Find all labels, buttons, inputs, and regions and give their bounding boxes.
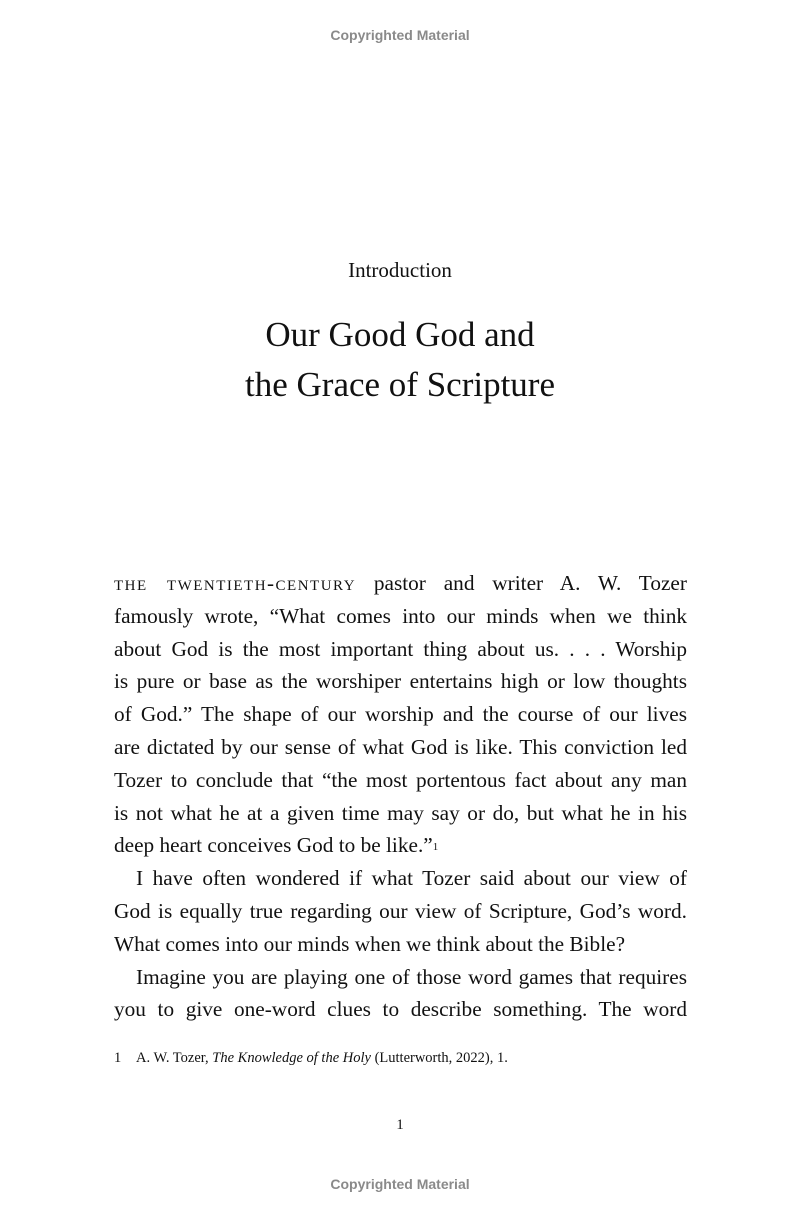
copyright-watermark-top: Copyrighted Material xyxy=(330,27,470,43)
footnote-ref[interactable]: 1 xyxy=(432,841,439,854)
paragraph-3: Imagine you are playing one of those word games that requires you to give one-word clues to describe something. The word xyxy=(114,964,687,1022)
footnote-book-title: The Knowledge of the Holy xyxy=(212,1050,371,1066)
chapter-title xyxy=(0,310,800,410)
page-number: 1 xyxy=(396,1117,404,1133)
chapter-label: Introduction xyxy=(348,258,452,282)
body-text xyxy=(114,567,687,1026)
copyright-watermark-bottom: Copyrighted Material xyxy=(330,1176,470,1192)
chapter-title-line-2: the Grace of Scripture xyxy=(245,365,555,404)
footnote-number: 1 xyxy=(114,1050,122,1066)
paragraph-2: I have often wondered if what Tozer said about our view of God is equally true regarding our view of Scripture, God’s word. What comes into our minds when we think about the Bible? xyxy=(114,866,687,956)
lead-in-smallcaps: the twentieth-century xyxy=(114,571,357,595)
chapter-title-line-1: Our Good God and xyxy=(265,315,535,354)
paragraph-1: the twentieth-century pastor and writer A. W. Tozer famously wrote, “What comes into our minds when we think about God is the most important thing about us. . . . Worship is pure or base as the worshiper entertains high or low thoughts of God.” The shape of our worship and the course of our lives are dictated by our sense of what God is like. This conviction led Tozer to conclude that “the most portentous fact about any man is not what he at a given time may say or do, but what he in his deep heart conceives God to be like.”$^1$ xyxy=(114,571,687,858)
footnote: 1 A. W. Tozer, The Knowledge of the Holy (Lutterworth, 2022), 1. xyxy=(114,1050,508,1066)
